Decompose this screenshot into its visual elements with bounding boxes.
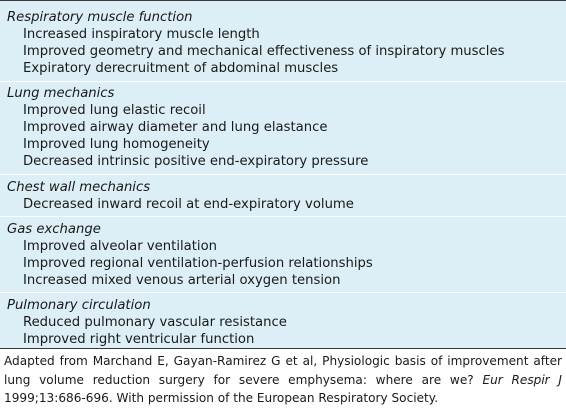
section-title: Lung mechanics: [7, 86, 115, 101]
list-item: Improved geometry and mechanical effectiveness of inspiratory muscles: [23, 44, 505, 59]
list-item: Improved airway diameter and lung elastance: [23, 120, 328, 135]
table-footnote: [4, 352, 562, 408]
list-item: Expiratory derecruitment of abdominal muscles: [23, 61, 339, 76]
list-item: Increased inspiratory muscle length: [23, 27, 260, 42]
section-title: Chest wall mechanics: [7, 180, 151, 195]
list-item: Reduced pulmonary vascular resistance: [23, 315, 287, 330]
footnote-citation: 1999;13:686-696. With permission of the European Respiratory Society.: [4, 391, 439, 405]
list-item: Increased mixed venous arterial oxygen tension: [23, 273, 341, 288]
section-title: Respiratory muscle function: [7, 10, 193, 25]
section-divider: [0, 216, 566, 217]
section-divider: [0, 292, 566, 293]
list-item: Improved lung elastic recoil: [23, 103, 206, 118]
list-item: Decreased intrinsic positive end-expiratory pressure: [23, 154, 369, 169]
section-divider: [0, 81, 566, 82]
list-item: Improved lung homogeneity: [23, 137, 210, 152]
footnote-text: Adapted from Marchand E, Gayan-Ramirez G et al, Physiologic basis of improvement after lung volume reduction surgery for severe emphysema: where are we?: [4, 354, 562, 387]
list-item: Improved right ventricular function: [23, 332, 255, 347]
list-item: Improved alveolar ventilation: [23, 239, 217, 254]
section-divider: [0, 174, 566, 175]
section-title: Pulmonary circulation: [7, 298, 151, 313]
list-item: Decreased inward recoil at end-expiratory volume: [23, 197, 354, 212]
footnote-journal: Eur Respir J: [482, 372, 562, 387]
section-title: Gas exchange: [7, 222, 101, 237]
list-item: Improved regional ventilation-perfusion relationships: [23, 256, 373, 271]
